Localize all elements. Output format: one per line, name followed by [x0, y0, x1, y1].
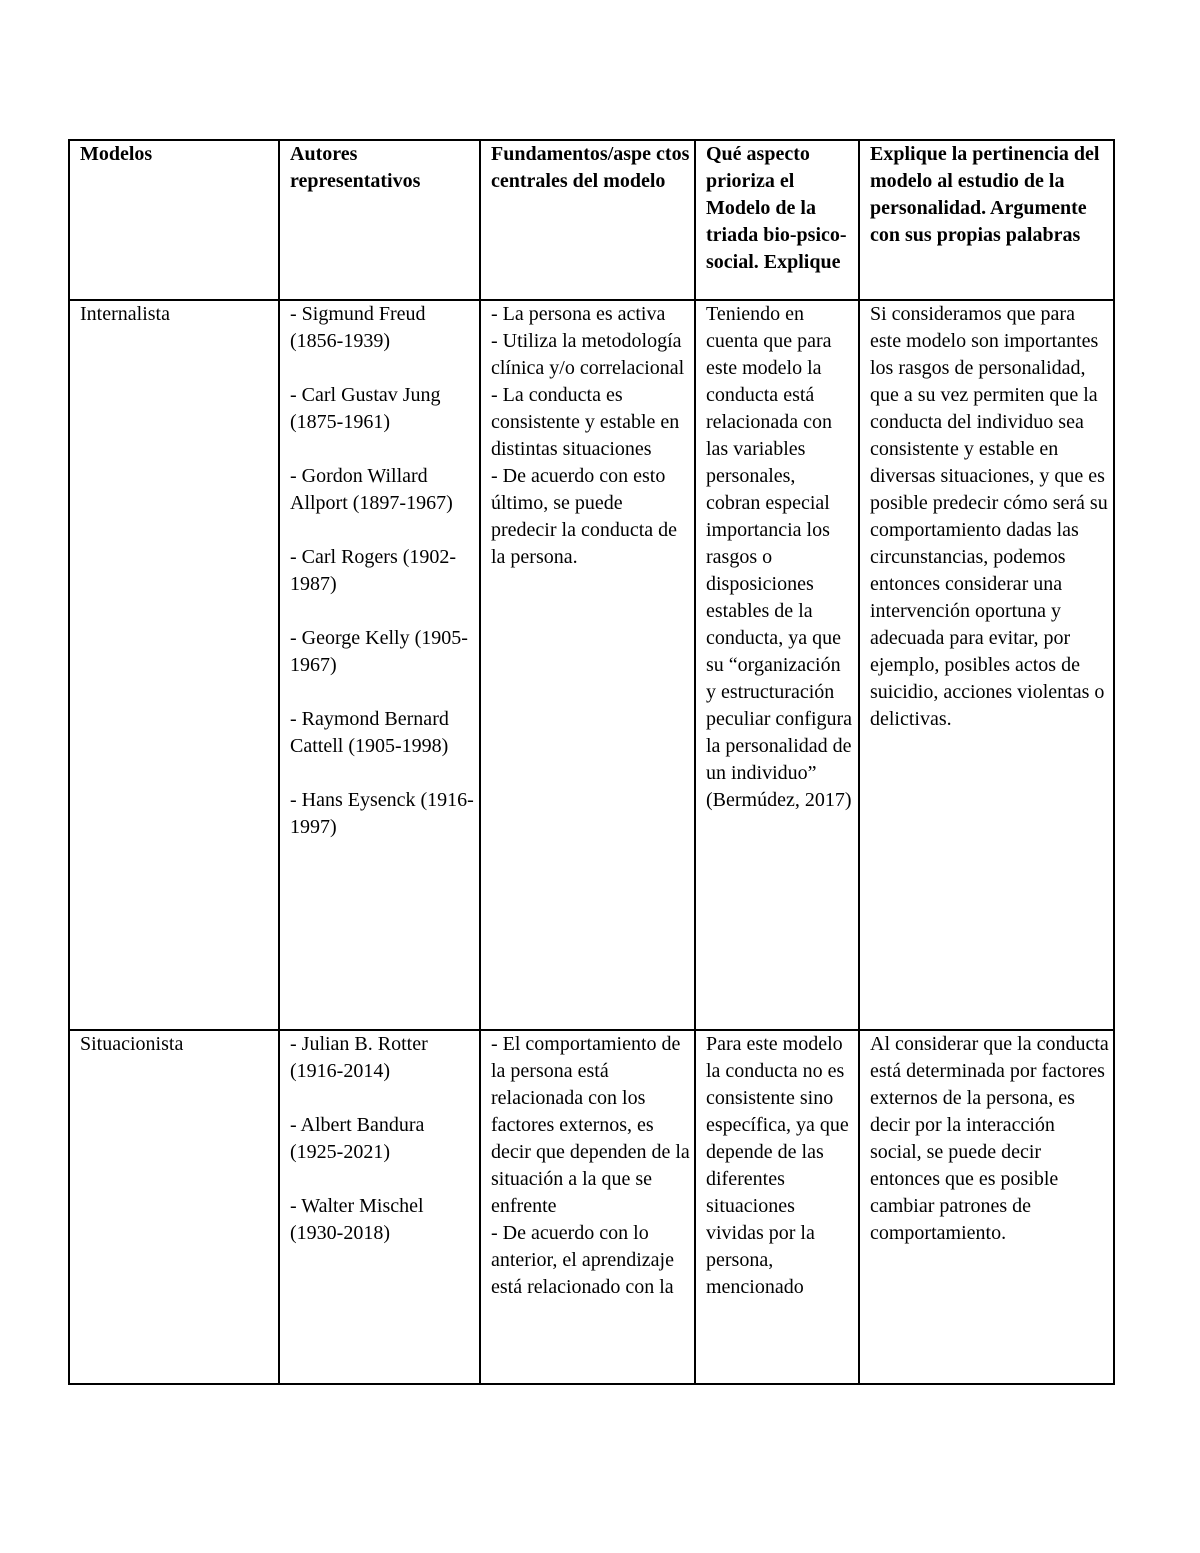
header-fundamentals: Fundamentos/aspe ctos centrales del modelo — [480, 140, 695, 300]
cell-model: Internalista — [69, 300, 279, 1030]
cell-pertinence: Al considerar que la conducta está determinada por factores externos de la persona, es decir por la interacción social, se puede decir entonces que es posible cambiar patrones de comportamiento. — [859, 1030, 1114, 1384]
cell-fundamentals: - La persona es activa - Utiliza la metodología clínica y/o correlacional - La conducta es consistente y estable en distintas situaciones - De acuerdo con esto último, se puede predecir la conducta de la persona. — [480, 300, 695, 1030]
header-models: Modelos — [69, 140, 279, 300]
cell-pertinence: Si consideramos que para este modelo son importantes los rasgos de personalidad, que a su vez permiten que la conducta del individuo sea consistente y estable en diversas situaciones, y que es posible predecir cómo será su comportamiento dadas las circunstancias, podemos entonces considerar una intervención oportuna y adecuada para evitar, por ejemplo, posibles actos de suicidio, acciones violentas o delictivas. — [859, 300, 1114, 1030]
cell-authors: - Sigmund Freud (1856-1939) - Carl Gustav Jung (1875-1961) - Gordon Willard Allport (1897-1967) - Carl Rogers (1902-1987) - George Kelly (1905-1967) - Raymond Bernard Cattell (1905-1998) - Hans Eysenck (1916-1997) — [279, 300, 480, 1030]
header-aspect: Qué aspecto prioriza el Modelo de la triada bio-psico-social. Explique — [695, 140, 859, 300]
table-row — [69, 300, 1114, 1030]
cell-fundamentals: - El comportamiento de la persona está relacionada con los factores externos, es decir que dependen de la situación a la que se enfrente - De acuerdo con lo anterior, el aprendizaje está relacionado con la — [480, 1030, 695, 1384]
cell-aspect: Teniendo en cuenta que para este modelo la conducta está relacionada con las variables personales, cobran especial importancia los rasgos o disposiciones estables de la conducta, ya que su “organización y estructuración peculiar configura la personalidad de un individuo” (Bermúdez, 2017) — [695, 300, 859, 1030]
header-pertinence: Explique la pertinencia del modelo al estudio de la personalidad. Argumente con sus propias palabras — [859, 140, 1114, 300]
cell-model: Situacionista — [69, 1030, 279, 1384]
header-authors: Autores representativos — [279, 140, 480, 300]
table-header-row — [69, 140, 1114, 300]
cell-aspect: Para este modelo la conducta no es consistente sino específica, ya que depende de las diferentes situaciones vividas por la persona, mencionado — [695, 1030, 859, 1384]
personality-models-table — [68, 139, 1115, 1385]
cell-authors: - Julian B. Rotter (1916-2014) - Albert Bandura (1925-2021) - Walter Mischel (1930-2018) — [279, 1030, 480, 1384]
table-row — [69, 1030, 1114, 1384]
